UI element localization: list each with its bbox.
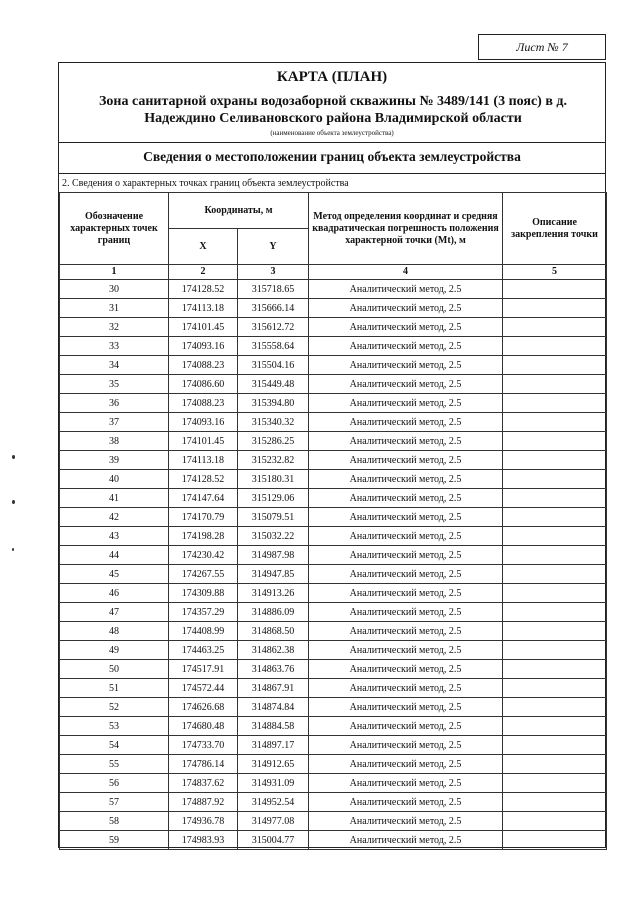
cell-description (503, 432, 607, 451)
cell-y: 314886.09 (238, 603, 309, 622)
cell-y: 314863.76 (238, 660, 309, 679)
cell-y: 314977.08 (238, 812, 309, 831)
cell-x: 174113.18 (169, 451, 238, 470)
divider (59, 173, 605, 174)
sheet-number: Лист № 7 (478, 34, 606, 60)
cell-point-id: 49 (60, 641, 169, 660)
table-row (60, 337, 607, 356)
cell-y: 315504.16 (238, 356, 309, 375)
table-row (60, 793, 607, 812)
cell-method: Аналитический метод, 2.5 (309, 546, 503, 565)
cell-description (503, 679, 607, 698)
cell-method: Аналитический метод, 2.5 (309, 584, 503, 603)
cell-description (503, 337, 607, 356)
header-x: X (169, 229, 238, 265)
subsection-title: 2. Сведения о характерных точках границ объекта землеустройства (62, 178, 349, 189)
table-row (60, 375, 607, 394)
cell-description (503, 793, 607, 812)
cell-x: 174680.48 (169, 717, 238, 736)
cell-point-id: 35 (60, 375, 169, 394)
cell-method: Аналитический метод, 2.5 (309, 413, 503, 432)
cell-method: Аналитический метод, 2.5 (309, 470, 503, 489)
subtitle-line-1: Зона санитарной охраны водозаборной скважины № 3489/141 (3 пояс) в д. (99, 94, 567, 109)
table-row (60, 603, 607, 622)
cell-description (503, 565, 607, 584)
cell-description (503, 470, 607, 489)
table-row (60, 755, 607, 774)
table-row (60, 394, 607, 413)
cell-point-id: 47 (60, 603, 169, 622)
cell-y: 315340.32 (238, 413, 309, 432)
cell-y: 315558.64 (238, 337, 309, 356)
cell-description (503, 641, 607, 660)
header-y: Y (238, 229, 309, 265)
cell-method: Аналитический метод, 2.5 (309, 793, 503, 812)
scan-mark (12, 455, 15, 459)
cell-method: Аналитический метод, 2.5 (309, 375, 503, 394)
cell-point-id: 48 (60, 622, 169, 641)
cell-point-id: 36 (60, 394, 169, 413)
cell-x: 174626.68 (169, 698, 238, 717)
cell-method: Аналитический метод, 2.5 (309, 356, 503, 375)
cell-point-id: 51 (60, 679, 169, 698)
cell-x: 174093.16 (169, 337, 238, 356)
cell-y: 314862.38 (238, 641, 309, 660)
cell-description (503, 318, 607, 337)
cell-point-id: 57 (60, 793, 169, 812)
header-method: Метод определения координат и средняя квадратическая погрешность положения характерной точки (Mt), м (309, 193, 503, 265)
cell-x: 174113.18 (169, 299, 238, 318)
cell-description (503, 508, 607, 527)
scan-mark (12, 500, 15, 504)
cell-y: 315286.25 (238, 432, 309, 451)
cell-point-id: 38 (60, 432, 169, 451)
cell-y: 314867.91 (238, 679, 309, 698)
cell-point-id: 44 (60, 546, 169, 565)
cell-y: 314987.98 (238, 546, 309, 565)
cell-x: 174837.62 (169, 774, 238, 793)
points-table (59, 192, 607, 850)
cell-y: 315232.82 (238, 451, 309, 470)
cell-method: Аналитический метод, 2.5 (309, 299, 503, 318)
cell-y: 315129.06 (238, 489, 309, 508)
cell-x: 174101.45 (169, 318, 238, 337)
divider (59, 142, 605, 143)
cell-description (503, 622, 607, 641)
cell-description (503, 831, 607, 850)
table-row (60, 717, 607, 736)
cell-description (503, 413, 607, 432)
cell-method: Аналитический метод, 2.5 (309, 508, 503, 527)
table-row (60, 432, 607, 451)
cell-x: 174128.52 (169, 470, 238, 489)
cell-x: 174088.23 (169, 394, 238, 413)
table-row (60, 679, 607, 698)
cell-point-id: 41 (60, 489, 169, 508)
header-description: Описание закрепления точки (503, 193, 607, 265)
cell-method: Аналитический метод, 2.5 (309, 603, 503, 622)
cell-point-id: 40 (60, 470, 169, 489)
cell-method: Аналитический метод, 2.5 (309, 489, 503, 508)
header-point-id: Обозначение характерных точек границ (60, 193, 169, 265)
cell-method: Аналитический метод, 2.5 (309, 432, 503, 451)
table-row (60, 508, 607, 527)
cell-x: 174786.14 (169, 755, 238, 774)
table-row (60, 774, 607, 793)
table-row (60, 812, 607, 831)
cell-y: 315666.14 (238, 299, 309, 318)
cell-point-id: 34 (60, 356, 169, 375)
cell-x: 174101.45 (169, 432, 238, 451)
cell-description (503, 546, 607, 565)
document-title: КАРТА (ПЛАН) (276, 69, 388, 85)
cell-y: 315079.51 (238, 508, 309, 527)
cell-description (503, 451, 607, 470)
section-title: Сведения о местоположении границ объекта землеустройства (143, 149, 521, 164)
cell-x: 174147.64 (169, 489, 238, 508)
table-row (60, 641, 607, 660)
table-row (60, 584, 607, 603)
cell-method: Аналитический метод, 2.5 (309, 337, 503, 356)
cell-method: Аналитический метод, 2.5 (309, 318, 503, 337)
cell-y: 314931.09 (238, 774, 309, 793)
cell-y: 315718.65 (238, 280, 309, 299)
cell-point-id: 52 (60, 698, 169, 717)
column-number: 5 (503, 265, 607, 280)
cell-point-id: 59 (60, 831, 169, 850)
table-row (60, 660, 607, 679)
cell-method: Аналитический метод, 2.5 (309, 736, 503, 755)
points-table-body (60, 280, 607, 850)
cell-y: 314912.65 (238, 755, 309, 774)
cell-x: 174936.78 (169, 812, 238, 831)
cell-x: 174230.42 (169, 546, 238, 565)
cell-point-id: 42 (60, 508, 169, 527)
cell-description (503, 280, 607, 299)
cell-description (503, 356, 607, 375)
cell-method: Аналитический метод, 2.5 (309, 679, 503, 698)
cell-method: Аналитический метод, 2.5 (309, 527, 503, 546)
table-row (60, 831, 607, 850)
cell-x: 174128.52 (169, 280, 238, 299)
cell-x: 174733.70 (169, 736, 238, 755)
header-coordinates: Координаты, м (169, 193, 309, 229)
cell-x: 174357.29 (169, 603, 238, 622)
cell-method: Аналитический метод, 2.5 (309, 660, 503, 679)
cell-description (503, 375, 607, 394)
cell-point-id: 33 (60, 337, 169, 356)
cell-point-id: 56 (60, 774, 169, 793)
cell-description (503, 717, 607, 736)
table-row (60, 356, 607, 375)
cell-y: 314884.58 (238, 717, 309, 736)
cell-x: 174572.44 (169, 679, 238, 698)
table-row (60, 565, 607, 584)
column-number: 2 (169, 265, 238, 280)
cell-y: 314952.54 (238, 793, 309, 812)
cell-description (503, 527, 607, 546)
table-row (60, 698, 607, 717)
document-subtitle (69, 93, 597, 127)
cell-point-id: 45 (60, 565, 169, 584)
cell-point-id: 30 (60, 280, 169, 299)
cell-point-id: 31 (60, 299, 169, 318)
cell-method: Аналитический метод, 2.5 (309, 280, 503, 299)
cell-method: Аналитический метод, 2.5 (309, 565, 503, 584)
cell-method: Аналитический метод, 2.5 (309, 394, 503, 413)
cell-method: Аналитический метод, 2.5 (309, 812, 503, 831)
cell-x: 174198.28 (169, 527, 238, 546)
cell-x: 174267.55 (169, 565, 238, 584)
table-row (60, 527, 607, 546)
cell-x: 174309.88 (169, 584, 238, 603)
column-number: 3 (238, 265, 309, 280)
cell-x: 174170.79 (169, 508, 238, 527)
cell-point-id: 54 (60, 736, 169, 755)
cell-x: 174463.25 (169, 641, 238, 660)
cell-x: 174408.99 (169, 622, 238, 641)
cell-y: 314913.26 (238, 584, 309, 603)
cell-y: 315612.72 (238, 318, 309, 337)
table-row (60, 736, 607, 755)
cell-point-id: 58 (60, 812, 169, 831)
cell-x: 174088.23 (169, 356, 238, 375)
table-row (60, 451, 607, 470)
cell-description (503, 698, 607, 717)
cell-x: 174983.93 (169, 831, 238, 850)
table-row (60, 489, 607, 508)
cell-method: Аналитический метод, 2.5 (309, 755, 503, 774)
cell-y: 315180.31 (238, 470, 309, 489)
column-number: 4 (309, 265, 503, 280)
cell-y: 315004.77 (238, 831, 309, 850)
cell-description (503, 774, 607, 793)
cell-method: Аналитический метод, 2.5 (309, 717, 503, 736)
cell-y: 314868.50 (238, 622, 309, 641)
cell-description (503, 489, 607, 508)
column-number: 1 (60, 265, 169, 280)
cell-method: Аналитический метод, 2.5 (309, 698, 503, 717)
table-row (60, 413, 607, 432)
table-row (60, 470, 607, 489)
table-row (60, 622, 607, 641)
cell-x: 174887.92 (169, 793, 238, 812)
cell-description (503, 660, 607, 679)
cell-y: 315394.80 (238, 394, 309, 413)
cell-description (503, 812, 607, 831)
cell-description (503, 584, 607, 603)
cell-point-id: 55 (60, 755, 169, 774)
object-caption: (наименование объекта землеустройства) (270, 129, 394, 137)
cell-point-id: 50 (60, 660, 169, 679)
cell-point-id: 53 (60, 717, 169, 736)
table-row (60, 318, 607, 337)
cell-description (503, 755, 607, 774)
table-row (60, 299, 607, 318)
cell-method: Аналитический метод, 2.5 (309, 774, 503, 793)
cell-point-id: 43 (60, 527, 169, 546)
subtitle-line-2: Надеждино Селивановского района Владимирской области (144, 111, 522, 126)
cell-y: 314874.84 (238, 698, 309, 717)
cell-y: 314947.85 (238, 565, 309, 584)
cell-method: Аналитический метод, 2.5 (309, 831, 503, 850)
cell-x: 174517.91 (169, 660, 238, 679)
cell-point-id: 37 (60, 413, 169, 432)
cell-y: 314897.17 (238, 736, 309, 755)
cell-point-id: 32 (60, 318, 169, 337)
cell-method: Аналитический метод, 2.5 (309, 622, 503, 641)
table-row (60, 280, 607, 299)
cell-method: Аналитический метод, 2.5 (309, 641, 503, 660)
cell-description (503, 603, 607, 622)
cell-method: Аналитический метод, 2.5 (309, 451, 503, 470)
cell-description (503, 736, 607, 755)
cell-x: 174086.60 (169, 375, 238, 394)
table-row (60, 546, 607, 565)
scan-mark (12, 548, 14, 551)
cell-x: 174093.16 (169, 413, 238, 432)
cell-point-id: 46 (60, 584, 169, 603)
cell-description (503, 299, 607, 318)
document-frame (58, 62, 606, 848)
cell-description (503, 394, 607, 413)
cell-y: 315449.48 (238, 375, 309, 394)
cell-point-id: 39 (60, 451, 169, 470)
cell-y: 315032.22 (238, 527, 309, 546)
